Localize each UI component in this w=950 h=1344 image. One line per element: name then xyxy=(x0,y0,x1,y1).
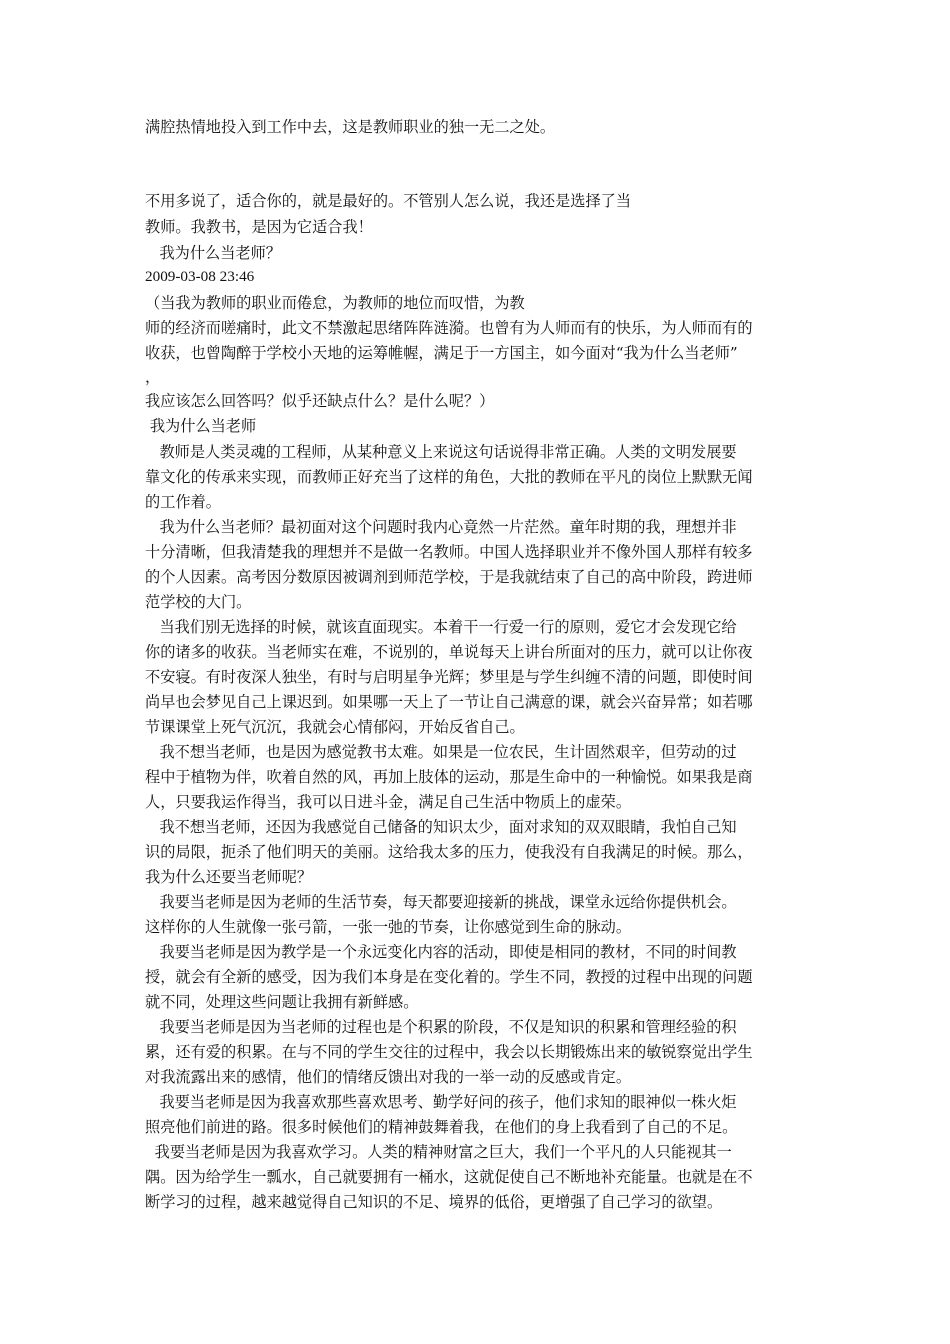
text-line: 授，就会有全新的感受，因为我们本身是在变化着的。学生不同，教授的过程中出现的问题 xyxy=(145,968,753,986)
text-line: 我要当老师是因为我喜欢那些喜欢思考、勤学好问的孩子，他们求知的眼神似一株火炬 xyxy=(145,1093,737,1111)
text-line: 靠文化的传承来实现，而教师正好充当了这样的角色，大批的教师在平凡的岗位上默默无闻 xyxy=(145,468,753,486)
text-line: 的工作着。 xyxy=(145,493,221,511)
text-line: 识的局限，扼杀了他们明天的美丽。这给我太多的压力，使我没有自我满足的时候。那么， xyxy=(145,843,753,861)
text-line: 我要当老师是因为我喜欢学习。人类的精神财富之巨大，我们一个平凡的人只能视其一 xyxy=(145,1143,732,1161)
text-line: 这样你的人生就像一张弓箭，一张一弛的节奏，让你感觉到生命的脉动。 xyxy=(145,918,631,936)
text-line: 范学校的大门。 xyxy=(145,593,252,611)
text-line: 当我们别无选择的时候，就该直面现实。本着干一行爱一行的原则，爱它才会发现它给 xyxy=(145,618,737,636)
text-line: 我为什么当老师？ xyxy=(145,244,281,262)
text-line: 照亮他们前进的路。很多时候他们的精神鼓舞着我，在他们的身上我看到了自己的不足。 xyxy=(145,1118,738,1136)
text-line: 我要当老师是因为教学是一个永远变化内容的活动，即使是相同的教材，不同的时间教 xyxy=(145,943,737,961)
timestamp: 2009-03-08 23:46 xyxy=(145,268,255,285)
text-line: 教师。我教书，是因为它适合我！ xyxy=(145,218,373,236)
text-line: 人，只要我运作得当，我可以日进斗金，满足自己生活中物质上的虚荣。 xyxy=(145,793,631,811)
text-line: ， xyxy=(145,368,161,386)
text-line: 断学习的过程，越来越觉得自己知识的不足、境界的低俗，更增强了自己学习的欲望。 xyxy=(145,1193,723,1211)
text-line: 就不同，处理这些问题让我拥有新鲜感。 xyxy=(145,993,419,1011)
text-line: 满腔热情地投入到工作中去，这是教师职业的独一无二之处。 xyxy=(145,118,556,136)
text-line: 我不想当老师，还因为我感觉自己储备的知识太少，面对求知的双双眼睛，我怕自己知 xyxy=(145,818,737,836)
article-heading: 我为什么当老师 xyxy=(145,417,257,435)
text-line: 我要当老师是因为老师的生活节奏，每天都要迎接新的挑战，课堂永远给你提供机会。 xyxy=(145,893,737,911)
text-line: 我应该怎么回答吗？似乎还缺点什么？是什么呢？） xyxy=(145,392,495,410)
text-line: 节课课堂上死气沉沉，我就会心情郁闷，开始反省自己。 xyxy=(145,718,525,736)
text-line: 你的诸多的收获。当老师实在难，不说别的，单说每天上讲台所面对的压力，就可以让你夜 xyxy=(145,643,753,661)
text-line: 的个人因素。高考因分数原因被调剂到师范学校，于是我就结束了自己的高中阶段，跨进师 xyxy=(145,568,753,586)
text-line: 我不想当老师，也是因为感觉教书太难。如果是一位农民，生计固然艰辛，但劳动的过 xyxy=(145,743,737,761)
text-line: 对我流露出来的感情，他们的情绪反馈出对我的一举一动的反感或肯定。 xyxy=(145,1068,631,1086)
text-line: 我为什么当老师？最初面对这个问题时我内心竟然一片茫然。童年时期的我，理想并非 xyxy=(145,518,737,536)
text-line: 教师是人类灵魂的工程师，从某种意义上来说这句话说得非常正确。人类的文明发展要 xyxy=(145,443,737,461)
text-line: 尚早也会梦见自己上课迟到。如果哪一天上了一节让自己满意的课，就会兴奋异常；如若哪 xyxy=(145,693,753,711)
text-line: 程中于植物为伴，吹着自然的风，再加上肢体的运动，那是生命中的一种愉悦。如果我是商 xyxy=(145,768,753,786)
text-line: 收获，也曾陶醉于学校小天地的运筹帷幄，满足于一方国主，如今面对“我为什么当老师” xyxy=(145,344,738,362)
text-line: 师的经济而嗟痛时，此文不禁激起思绪阵阵涟漪。也曾有为人师而有的快乐，为人师而有的 xyxy=(145,319,753,337)
text-line: （当我为教师的职业而倦怠，为教师的地位而叹惜，为教 xyxy=(145,294,525,312)
text-line: 我为什么还要当老师呢？ xyxy=(145,868,313,886)
text-line: 我要当老师是因为当老师的过程也是个积累的阶段，不仅是知识的积累和管理经验的积 xyxy=(145,1018,737,1036)
text-line: 隅。因为给学生一瓢水，自己就要拥有一桶水，这就促使自己不断地补充能量。也就是在不 xyxy=(145,1168,753,1186)
text-line: 十分清晰，但我清楚我的理想并不是做一名教师。中国人选择职业并不像外国人那样有较多 xyxy=(145,543,753,561)
text-line: 不安寝。有时夜深人独坐，有时与启明星争光辉；梦里是与学生纠缠不清的问题，即使时间 xyxy=(145,668,753,686)
text-line: 不用多说了，适合你的，就是最好的。不管别人怎么说，我还是选择了当 xyxy=(145,192,631,210)
text-line: 累，还有爱的积累。在与不同的学生交往的过程中，我会以长期锻炼出来的敏锐察觉出学生 xyxy=(145,1043,753,1061)
